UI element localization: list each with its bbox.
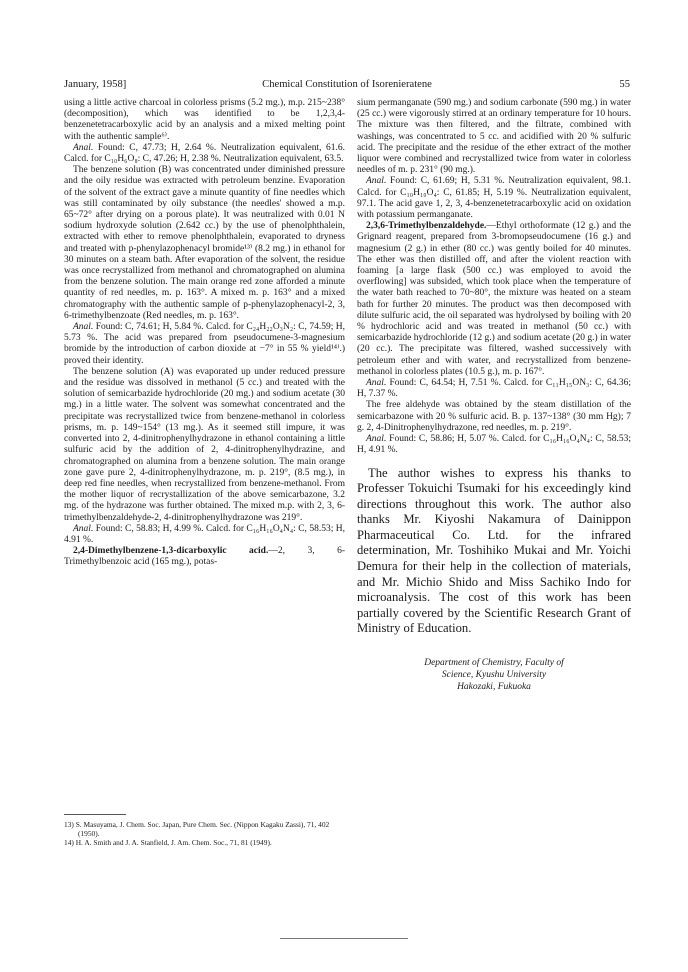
page-number: 55 xyxy=(619,79,630,90)
anal-label: Anal. xyxy=(73,142,94,153)
analysis-text: Found: C, 58.83; H, 4.99 %. Calcd. for C₁₆H₁₆O₄N₄: C, 58.53; H, 4.91 %. xyxy=(64,523,345,545)
analysis-text: Found: C, 47.73; H, 2.64 %. Neutralization equivalent, 61.6. Calcd. for C₁₀H₆O₈: C, 47.26; H, 2.38 %. Neutralization equivalent, 63.5. xyxy=(64,142,345,165)
paragraph: The free aldehyde was obtained by the steam distillation of the semicarbazone with 20 % sulfuric acid. B. p. 137~138° (30 mm Hg); 7 g. 2, 4-Dinitrophenylhydrazone, red needles, m. p. 219°. xyxy=(357,400,631,433)
anal-label: Anal. xyxy=(366,176,387,187)
anal-label: Anal. xyxy=(366,378,387,389)
analysis-text: Found: C, 74.61; H, 5.84 %. Calcd. for C₂₄H₂₂O₃N₂: C, 74.59; H, 5.73 %. The acid was prepared from pseudocumene-3-magnesium bromide by the introduction of carbon dioxide at −7° in 55 % yield¹⁴⁾.) proved their identity. xyxy=(64,322,345,366)
bottom-divider xyxy=(280,938,408,939)
analysis-paragraph xyxy=(357,176,631,221)
header-date: January, 1958] xyxy=(64,79,127,90)
analysis-paragraph xyxy=(357,434,631,456)
anal-label: Anal. xyxy=(73,322,94,333)
section-text: —2, 3, 6-Trimethylbenzoic acid (165 mg.), potas- xyxy=(64,546,345,568)
footnote-divider xyxy=(64,814,126,815)
paragraph: using a little active charcoal in colorless prisms (5.2 mg.), m.p. 215~238° (decomposition), which was identified to be 1,2,3,4-benzenetetracarboxylic acid by an analysis and a mixed melting point with the authentic sample⁶⁾. xyxy=(64,98,345,142)
affiliation-line: Department of Chemistry, Faculty of xyxy=(424,658,564,669)
analysis-paragraph xyxy=(357,378,631,400)
paragraph: The benzene solution (A) was evaporated up under reduced pressure and the residue was dissolved in methanol (5 cc.) and treated with the solution of semicarbazide hydrochloride (20 mg.) and sodium acetate (30 mg.) in a little water. The solvent was somewhat concentrated and the precipitate was recrystallized twice from benzene-methanol in colorless prisms, m. p. 149~154° (13 mg.). As it seemed still impure, it was converted into 2, 4-dinitrophenylhydrazone in ethanol containing a little sulfuric acid by the addition of 2, 4-dinitrophenylhydrazine, and chromatographed on alumina from a benzene solution. The main orange zone gave pure 2, 4-dinitrophenylhydrazone, m. p. 219°, (8.5 mg.), in deep red fine needles, when recrystallized from benzene-methanol. From the mother liquor of recrystallization of the above semicarbazone, 3.2 mg. of the hydrazone was further obtained. The mixed m.p. with 2, 3, 6-trimethylbenzaldehyde-2, 4-dinitrophenylhydrazone was 219°. xyxy=(64,366,345,523)
footnote-14: 14) H. A. Smith and J. A. Stanfield, J. Am. Chem. Soc., 71, 81 (1949). xyxy=(64,838,272,848)
analysis-text: Found: C, 58.86; H, 5.07 %. Calcd. for C₁₆H₁₆O₄N₄: C, 58.53; H, 4.91 %. xyxy=(357,434,631,456)
section-heading: 2,4-Dimethylbenzene-1,3-dicarboxylic acid. xyxy=(73,546,269,557)
analysis-text: Found: C, 64.54; H, 7.51 %. Calcd. for C₁₁H₁₅ON₃: C, 64.36; H, 7.37 %. xyxy=(357,378,631,400)
affiliation xyxy=(357,657,631,693)
analysis-paragraph xyxy=(64,143,345,165)
affiliation-line: Hakozaki, Fukuoka xyxy=(457,682,531,693)
paragraph: The benzene solution (B) was concentrated under diminished pressure and the oily residue was extracted with petroleum benzine. Evaporation of the solvent of the extract gave a minute quantity of fine needles which was still contaminated by oily substance (the needles' showed a m.p. 65~72° after drying on a porous plate). It was neutralized with 0.01 N sodium hydroxyde solution (2.642 cc.) by the use of phenolphthalein, extracted with ether to remove phenolphthalein, evaporated to dryness and treated with p-phenylazophenacyl bromide¹³⁾ (8.2 mg.) in ethanol for 30 minutes on a steam bath. After evaporation of the solvent, the residue was once recrystallized from methanol and chromatographed on alumina from the benzene solution. The main orange red zone afforded a minute quantity of red needles, m. p. 163°. A mixed m. p. 163° and a mixed chromatography with the authentic sample of p-phenylazophenacyl-2, 3, 6-trimethylbenzoate (Red needles, m. p. 163°. xyxy=(64,165,345,321)
analysis-paragraph xyxy=(64,322,345,367)
footnotes xyxy=(64,820,345,848)
header-title: Chemical Constitution of Isorenieratene xyxy=(262,79,432,90)
paragraph: sium permanganate (590 mg.) and sodium carbonate (590 mg.) in water (25 cc.) were vigorously stirred at an ordinary temperature for 10 hours. The mixture was then filtered, and the filtrate, combined with washings, was concentrated to 5 cc. and acidified with 20 % sulfuric acid. The precipitate and the residue of the ether extract of the mother liquor were combined and recrystallized twice from water in colorless needles of m. p. 231° (90 mg.). xyxy=(357,98,631,176)
running-header xyxy=(64,78,630,92)
acknowledgment: The author wishes to express his thanks to Professer Tokuichi Tsumaki for his exceedingly kind directions throughout this work. The author also thanks Mr. Kiyoshi Nakamura of Dainippon Pharmaceutical Co. Ltd. for the infrared determination, Mr. Toshihiko Mukai and Mr. Yoichi Demura for their help in the collection of materials, and Mr. Michio Shido and Miss Sachiko Indo for microanalysis. The cost of this work has been partially covered by the Scientific Research Grant of Ministry of Education. xyxy=(357,465,631,636)
section-heading: 2,3,6-Trimethylbenzaldehyde. xyxy=(366,221,487,232)
anal-label: Anal. xyxy=(366,434,387,445)
section-paragraph xyxy=(64,546,345,568)
anal-label: Anal. xyxy=(73,523,94,534)
footnote-13: 13) S. Masuyama, J. Chem. Soc. Japan, Pure Chem. Sec. (Nippon Kagaku Zassi), 71, 402 (1950). xyxy=(64,820,330,839)
analysis-text: Found: C, 61.69; H, 5.31 %. Neutralization equivalent, 98.1. Calcd. for C₁₀H₁₀O₄: C, 61.85; H, 5.19 %. Neutralization equivalent, 97.1. The acid gave 1, 2, 3, 4-benzenetetracarboxylic acid on oxidation with potassium permanganate. xyxy=(357,176,631,221)
right-column xyxy=(357,98,631,693)
analysis-paragraph xyxy=(64,524,345,546)
section-text: —Ethyl orthoformate (12 g.) and the Grignard reagent, prepared from 3-bromopseudocumene (16 g.) and magnesium (2 g.) in ether (80 cc.) was gently boiled for 40 minutes. The ether was then distilled off, and after the violent reaction with foaming [a large flask (500 cc.) was employed to avoid the overflowing] was subsided, which took place when the temperature of the water bath reached to 70~80°, the mixture was heated on a steam bath for further 20 minutes. The product was then decomposed with dilute sulfuric acid, the oil separated was hydrolysed by boiling with 20 % hydrochloric acid and was treated in methanol (50 cc.) with semicarbazide hydrochloride (12 g.) and sodium acetate (20 g.) in water (20 cc.). The precipitate was filtered, washed successively with petroleum ether and with water, and recrystallized from benzene-methanol in colorless plates (10.5 g.), m. p. 167°. xyxy=(357,221,631,377)
section-paragraph xyxy=(357,221,631,378)
affiliation-line: Science, Kyushu University xyxy=(441,670,547,681)
left-column xyxy=(64,98,345,569)
